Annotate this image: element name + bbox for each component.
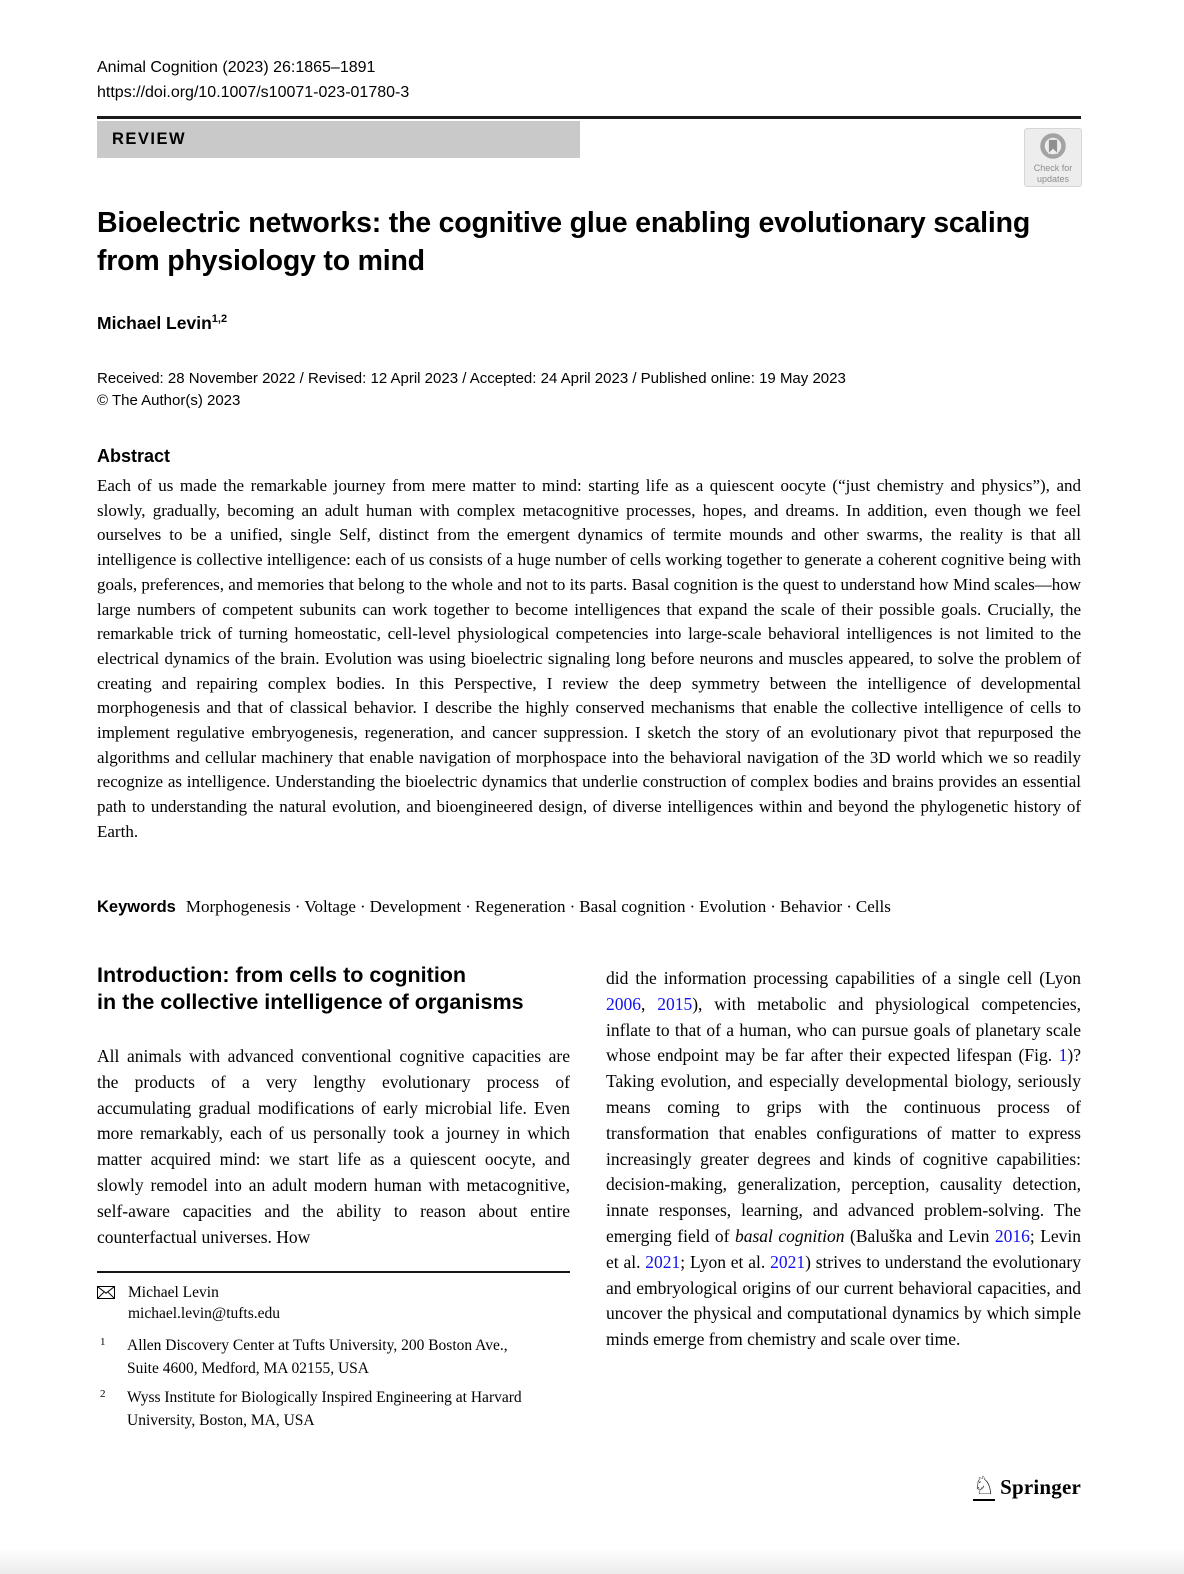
copyright-line: © The Author(s) 2023 [97, 392, 241, 409]
keyword-separator: · [294, 897, 301, 916]
keyword-item: Evolution [699, 897, 767, 916]
footnote-rule [97, 1271, 570, 1273]
paper-title [97, 204, 1081, 280]
keyword-separator: · [846, 897, 852, 916]
author-line [97, 313, 227, 334]
header-meta [97, 55, 409, 105]
keyword-separator: · [569, 897, 576, 916]
affiliation-item [97, 1386, 567, 1432]
author-affiliation-superscript: 1,2 [211, 313, 228, 326]
keyword-separator: · [359, 897, 366, 916]
intro-right-paragraph [606, 966, 1081, 1353]
keyword-item: Basal cognition [579, 897, 686, 916]
citation-link[interactable]: 2021 [645, 1251, 681, 1272]
keyword-separator: · [770, 897, 776, 916]
paper-title-line1: Bioelectric networks: the cognitive glue enabling evolutionary scaling [97, 207, 1031, 239]
keyword-separator: · [465, 897, 471, 916]
keyword-item: Regeneration [474, 897, 566, 916]
paper-title-line2: from physiology to mind [97, 245, 425, 277]
text-segment: )? Taking evolution, and especially developmental biology, seriously means coming to grips with the continuous process of transformation that enables configurations of matter to express increasingly greater degrees and kinds of cognitive capabilities: decision-making, generalization, perception, causality detection, innate responses, learning, and advanced problem-solving. The emerging field of [606, 1045, 1081, 1246]
page-bottom-shadow [0, 1548, 1184, 1574]
keyword-item: Voltage [304, 897, 356, 916]
section-heading-line1: Introduction: from cells to cognition [97, 963, 467, 987]
citation-link[interactable]: 2006 [606, 993, 641, 1014]
text-segment: ) strives to understand the evolutionary and embryological origins of our current behavioral capacities, and uncover the physical and computational dynamics by which simple minds emerge from chemistry and scale over time. [606, 1251, 1081, 1350]
abstract-text: Each of us made the remarkable journey from mere matter to mind: starting life as a quiescent oocyte (“just chemistry and physics”), and slowly, gradually, becoming an adult human with complex metacognitive processes, hopes, and dreams. In addition, even though we feel ourselves to be a unified, single Self, distinct from the emergent dynamics of termite mounds and other swarms, the reality is that all intelligence is collective intelligence: each of us consists of a huge number of cells working together to generate a coherent cognitive being with goals, preferences, and memories that belong to the whole and not to its parts. Basal cognition is the quest to understand how Mind scales—how large numbers of competent subunits can work together to become intelligences that expand the scale of their possible goals. Crucially, the remarkable trick of turning homeostatic, cell-level physiological competencies into large-scale behavioral intelligences is not limited to the electrical dynamics of the brain. Evolution was using bioelectric signaling long before neurons and muscles appeared, to solve the problem of creating and repairing complex bodies. In this Perspective, I review the deep symmetry between the intelligence of developmental morphogenesis and that of classical behavior. I describe the highly conserved mechanisms that enable the collective intelligence of cells to implement regulative embryogenesis, regeneration, and cancer suppression. I sketch the story of an evolutionary pivot that repurposed the algorithms and cellular machinery that enable navigation of morphospace into the behavioral navigation of the 3D world which we so readily recognize as intelligence. Understanding the bioelectric dynamics that underlie construction of complex bodies and brains provides an essential path to understanding the natural evolution, and bioengineered design, of diverse intelligences within and beyond the phylogenetic history of Earth. [97, 476, 1081, 841]
doi-text: https://doi.org/10.1007/s10071-023-01780-3 [97, 84, 410, 101]
section-heading [97, 962, 597, 1016]
check-updates-icon [1037, 131, 1069, 163]
article-type-banner [97, 121, 580, 158]
text-segment: ; Lyon et al. [680, 1251, 771, 1272]
text-segment: basal cognition [734, 1225, 845, 1246]
text-segment: ; Levin et al. [606, 1225, 1082, 1272]
keywords-label: Keywords [97, 898, 176, 916]
header-rule [97, 116, 1081, 119]
article-type-label: REVIEW [112, 130, 187, 148]
affiliation-text: Allen Discovery Center at Tufts University, 200 Boston Ave., Suite 4600, Medford, MA 02155, USA [127, 1337, 508, 1377]
affiliation-marker: 1 [100, 1336, 106, 1348]
keyword-item: Behavior [779, 897, 843, 916]
correspondence-email: michael.levin@tufts.edu [128, 1305, 281, 1322]
section-heading-line2: in the collective intelligence of organisms [97, 990, 524, 1014]
keyword-item: Morphogenesis [185, 897, 291, 916]
citation-link[interactable]: 2021 [770, 1251, 806, 1272]
springer-logo [973, 1474, 1081, 1501]
check-updates-badge[interactable] [1024, 128, 1082, 187]
envelope-icon [97, 1286, 115, 1299]
intro-left-paragraph: All animals with advanced conventional cognitive capacities are the products of a very lengthy evolutionary process of accumulating gradual modifications of early microbial life. Even more remarkably, each of us personally took a journey in which matter acquired mind: we start life as a quiescent oocyte, and slowly remodel into an adult modern human with metacognitive, self-aware capacities and the ability to reason about entire counterfactual universes. How [97, 1046, 570, 1247]
keyword-item: Cells [855, 897, 891, 916]
affiliation-marker: 2 [100, 1388, 106, 1400]
keyword-separator: · [689, 897, 696, 916]
journal-reference: Animal Cognition (2023) 26:1865–1891 [97, 59, 376, 76]
affiliation-text: Wyss Institute for Biologically Inspired Engineering at Harvard University, Boston, MA, USA [127, 1389, 522, 1429]
text-segment: (Baluška and Levin [844, 1225, 995, 1246]
springer-wordmark: Springer [1000, 1475, 1081, 1499]
abstract-heading: Abstract [97, 446, 171, 466]
text-segment: did the information processing capabilities of a single cell (Lyon [606, 968, 1081, 988]
citation-link[interactable]: 2016 [994, 1225, 1030, 1246]
author-name: Michael Levin [97, 313, 212, 333]
springer-knight-icon: ♘ [972, 1472, 996, 1500]
correspondence-name: Michael Levin [128, 1284, 219, 1301]
citation-link[interactable]: 2015 [657, 993, 693, 1014]
text-segment: ), with metabolic and physiological competencies, inflate to that of a human, who can pursue goals of planetary scale whose endpoint may be far after their expected lifespan (Fig. [606, 993, 1082, 1066]
text-segment: , [641, 993, 658, 1014]
dates-line: Received: 28 November 2022 / Revised: 12 April 2023 / Accepted: 24 April 2023 / Published online: 19 May 2023 [97, 370, 846, 387]
citation-link[interactable]: 1 [1058, 1045, 1068, 1066]
correspondence-block [97, 1282, 567, 1324]
check-updates-text: Check for updates [1033, 163, 1073, 184]
keywords-line [97, 897, 1081, 917]
affiliation-item [97, 1334, 567, 1380]
keyword-item: Development [369, 897, 462, 916]
